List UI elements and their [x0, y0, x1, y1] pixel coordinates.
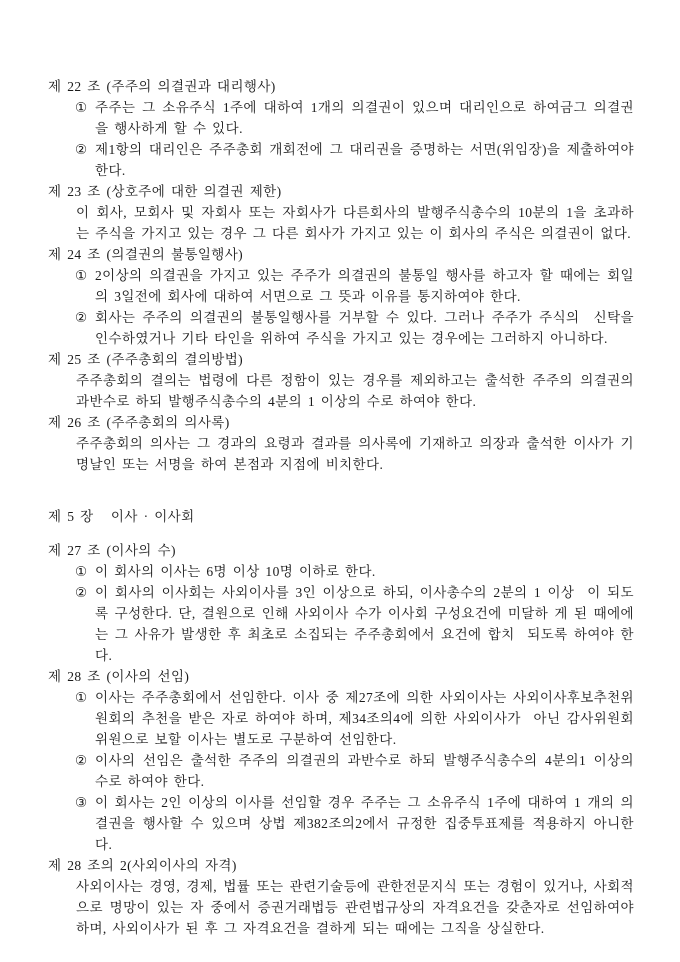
article: [48, 76, 634, 181]
item-text: 사외이사는 경영, 경제, 법률 또는 관련기술등에 관한전문지식 또는 경험이 있거나, 사회적으로 명망이 있는 자 중에서 증권거래법등 관련법규상의 자격요건을 갖춘자로 선임하여야 하며, 사외이사가 된 후 그 자격요건을 결하게 되는 때에는 그직을 상실한다.: [76, 879, 634, 936]
item-marker: ①: [75, 564, 88, 579]
article-item: [75, 307, 634, 349]
article-item: [75, 687, 634, 750]
item-text: 주주총회의 결의는 법령에 다른 정함이 있는 경우를 제외하고는 출석한 주주의 의결권의 과반수로 하되 발행주식총수의 4분의 1 이상의 수로 하여야 한다.: [76, 373, 634, 409]
article: [48, 181, 634, 244]
item-marker: ①: [75, 268, 88, 283]
article: [48, 855, 634, 939]
article: [48, 244, 634, 349]
item-marker: ②: [75, 310, 88, 325]
article-item: [75, 792, 634, 855]
article-heading: 제 25 조 (주주총회의 결의방법): [48, 352, 244, 367]
item-marker: ②: [75, 585, 88, 600]
article-item: [75, 750, 634, 792]
item-marker: ②: [75, 142, 88, 157]
article-heading: 제 27 조 (이사의 수): [48, 543, 176, 558]
article-item: [75, 582, 634, 666]
item-text: 제1항의 대리인은 주주총회 개회전에 그 대리권을 증명하는 서면(위임장)을 제출하여야 한다.: [95, 142, 634, 178]
article-item: [75, 139, 634, 181]
article-item: [76, 370, 634, 412]
item-text: 주주는 그 소유주식 1주에 대하여 1개의 의결권이 있으며 대리인으로 하여금그 의결권을 행사하게 할 수 있다.: [95, 100, 634, 136]
article-heading: 제 24 조 (의결권의 불통일행사): [48, 247, 244, 262]
item-marker: ③: [75, 795, 88, 810]
article-item: [76, 433, 634, 475]
item-marker: ②: [75, 753, 88, 768]
article: [48, 666, 634, 855]
item-text: 이 회사, 모회사 및 자회사 또는 자회사가 다른회사의 발행주식총수의 10분의 1을 초과하는 주식을 가지고 있는 경우 그 다른 회사가 가지고 있는 이 회사의 주식은 의결권이 없다.: [76, 205, 634, 241]
chapter-heading: 제 5 장 이사 · 이사회: [48, 509, 195, 524]
item-marker: ①: [75, 690, 88, 705]
item-text: 주주총회의 의사는 그 경과의 요령과 결과를 의사록에 기재하고 의장과 출석한 이사가 기명날인 또는 서명을 하여 본점과 지점에 비치한다.: [76, 436, 634, 472]
article-item: [75, 561, 634, 582]
item-text: 이 회사의 이사회는 사외이사를 3인 이상으로 하되, 이사총수의 2분의 1 이상 이 되도록 구성한다. 단, 결원으로 인해 사외이사 수가 이사회 구성요건에 미달하 게 된 때에에는 그 사유가 발생한 후 최초로 소집되는 주주총회에서 요건에 합치 되도록 하여야 한다.: [95, 585, 634, 663]
article-item: [76, 202, 634, 244]
article-heading: 제 26 조 (주주총회의 의사록): [48, 415, 230, 430]
article: [48, 412, 634, 475]
item-text: 2이상의 의결권을 가지고 있는 주주가 의결권의 불통일 행사를 하고자 할 때에는 회일의 3일전에 회사에 대하여 서면으로 그 뜻과 이유를 통지하여야 한다.: [95, 268, 634, 304]
article-heading: 제 22 조 (주주의 의결권과 대리행사): [48, 79, 276, 94]
item-text: 이사는 주주총회에서 선임한다. 이사 중 제27조에 의한 사외이사는 사외이사후보추천위원회의 추천을 받은 자로 하여야 하며, 제34조의4에 의한 사외이사가 아닌 감사위원회 위원으로 보할 이사는 별도로 구분하여 선임한다.: [95, 690, 634, 747]
item-marker: ①: [75, 100, 88, 115]
document-body: [48, 76, 634, 939]
article: [48, 349, 634, 412]
article-heading: 제 28 조의 2(사외이사의 자격): [48, 858, 237, 873]
article-item: [75, 97, 634, 139]
item-text: 이 회사는 2인 이상의 이사를 선임할 경우 주주는 그 소유주식 1주에 대하여 1 개의 의결권을 행사할 수 있으며 상법 제382조의2에서 규정한 집중투표제를 적용하지 아니한다.: [95, 795, 634, 852]
item-text: 회사는 주주의 의결권의 불통일행사를 거부할 수 있다. 그러나 주주가 주식의 신탁을 인수하였거나 기타 타인을 위하여 주식을 가지고 있는 경우에는 그러하지 아니하다.: [95, 310, 634, 346]
article: [48, 540, 634, 666]
article-item: [76, 876, 634, 939]
article-item: [75, 265, 634, 307]
item-text: 이사의 선임은 출석한 주주의 의결권의 과반수로 하되 발행주식총수의 4분의1 이상의 수로 하여야 한다.: [95, 753, 634, 789]
item-text: 이 회사의 이사는 6명 이상 10명 이하로 한다.: [95, 564, 376, 579]
article-heading: 제 28 조 (이사의 선임): [48, 669, 190, 684]
article-heading: 제 23 조 (상호주에 대한 의결권 제한): [48, 184, 282, 199]
